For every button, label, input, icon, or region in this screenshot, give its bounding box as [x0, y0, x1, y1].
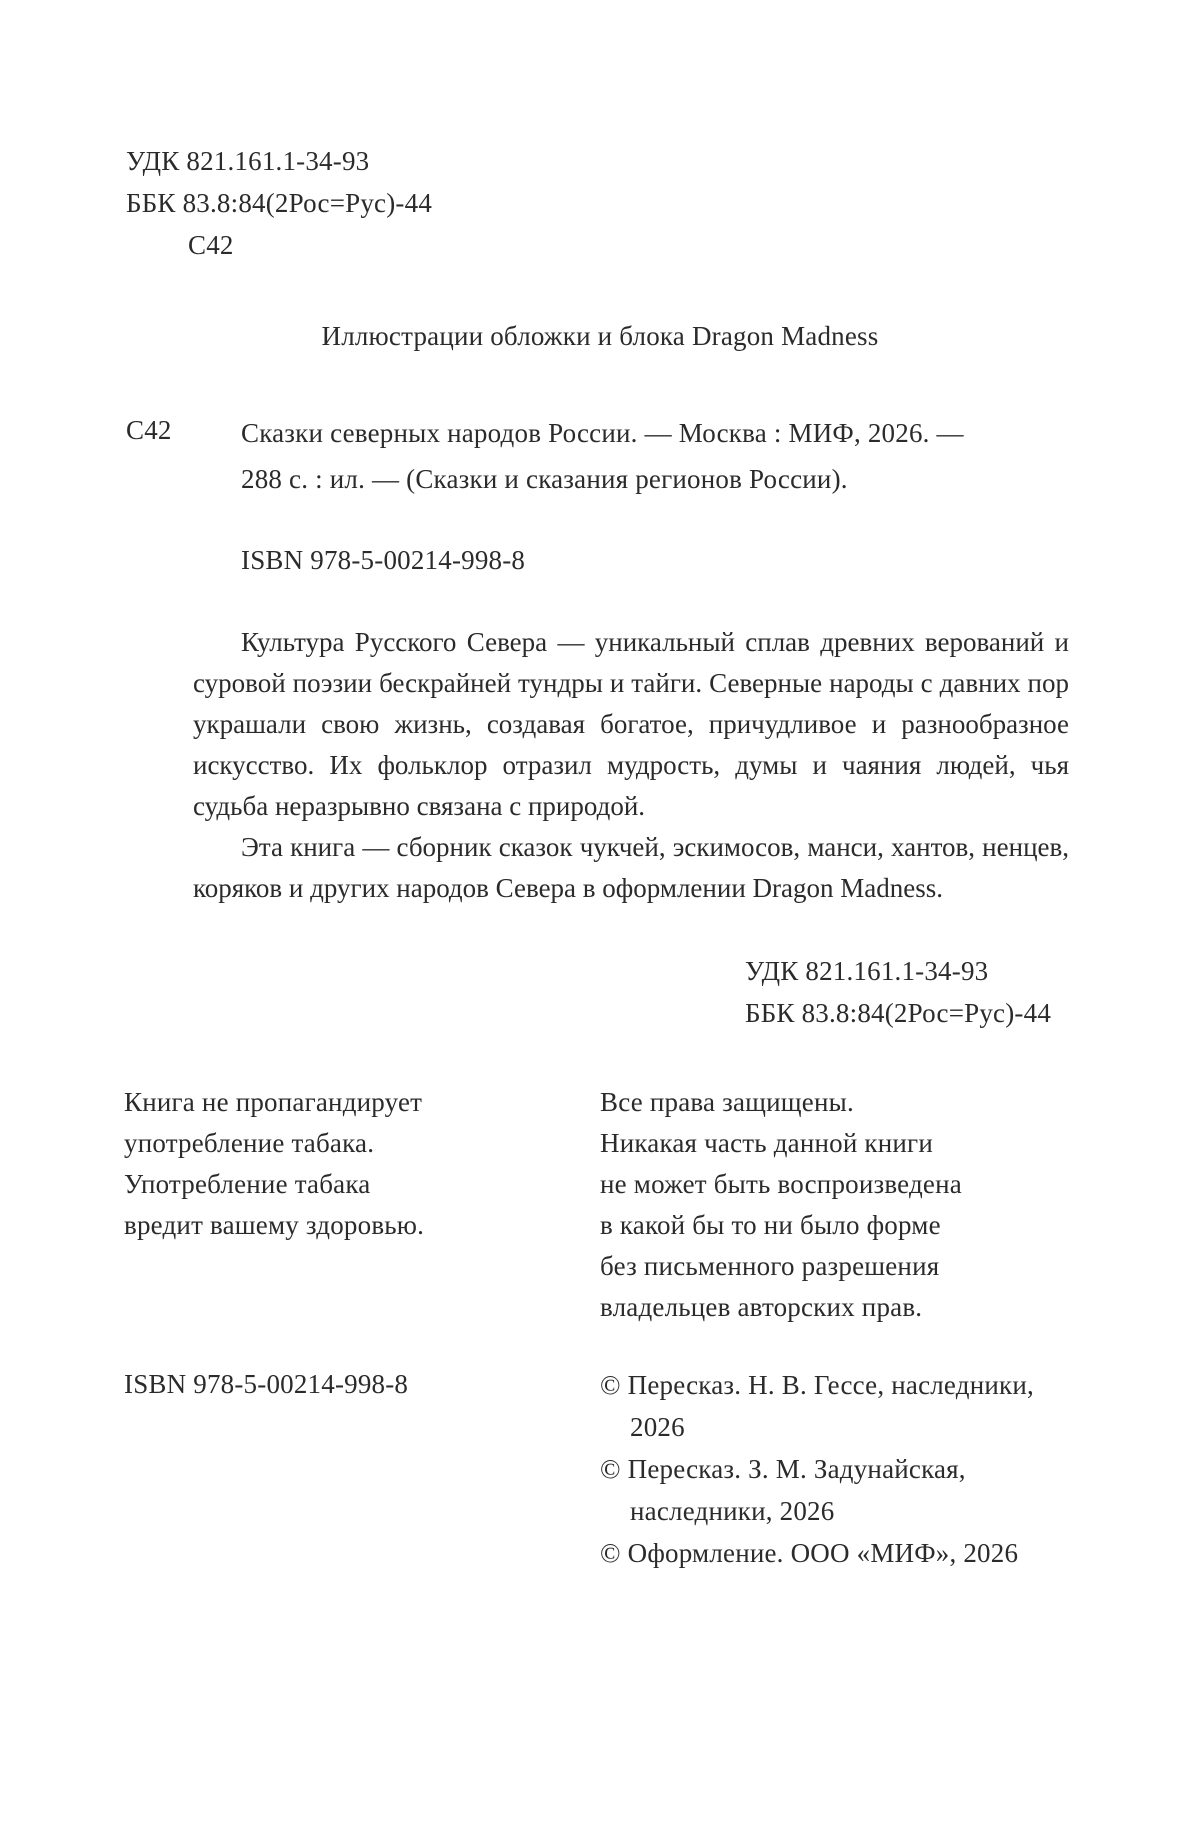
bbk-code-bottom: ББК 83.8:84(2Рос=Рус)-44: [745, 998, 1052, 1028]
bbk-code: ББК 83.8:84(2Рос=Рус)-44: [126, 188, 433, 218]
rights-line-4: в какой бы то ни было форме: [600, 1210, 941, 1240]
rights-line-1: Все права защищены.: [600, 1087, 854, 1117]
udk-code: УДК 821.161.1-34-93: [126, 146, 370, 176]
annotation-paragraph-2: Эта книга — сборник сказок чукчей, эскимосов, манси, хантов, ненцев, коряков и других народов Севера в оформлении Dragon Madness.: [193, 832, 1069, 903]
rights-line-3: не может быть воспроизведена: [600, 1169, 962, 1199]
warning-line-3: Употребление табака: [124, 1169, 371, 1199]
rights-line-5: без письменного разрешения: [600, 1251, 940, 1281]
rights-line-6: владельцев авторских прав.: [600, 1292, 923, 1322]
copyright-block: [600, 1364, 1034, 1574]
udk-code-bottom: УДК 821.161.1-34-93: [745, 956, 989, 986]
isbn-main: ISBN 978-5-00214-998-8: [241, 545, 526, 575]
tobacco-warning: [124, 1082, 424, 1246]
isbn-bottom: ISBN 978-5-00214-998-8: [124, 1369, 409, 1399]
annotation-paragraph-1: Культура Русского Севера — уникальный сплав древних верований и суровой поэзии бескрайней тундры и тайги. Северные народы с давних пор украшали свою жизнь, создавая богатое, причудливое и разнообразное искусство. Их фольклор отразил мудрость, думы и чаяния людей, чья судьба неразрывно связана с природой.: [193, 627, 1069, 821]
rights-notice: [600, 1082, 962, 1328]
illustrations-credit: Иллюстрации обложки и блока Dragon Madness: [321, 321, 879, 351]
warning-line-4: вредит вашему здоровью.: [124, 1210, 425, 1240]
biblio-line-1: Сказки северных народов России. — Москва : МИФ, 2026. —: [241, 418, 964, 448]
warning-line-1: Книга не пропагандирует: [124, 1087, 423, 1117]
copyright-3-line-1: © Оформление. ООО «МИФ», 2026: [600, 1538, 1019, 1568]
author-mark: С42: [188, 230, 234, 260]
biblio-author-mark: С42: [126, 415, 172, 445]
warning-line-2: употребление табака.: [124, 1128, 375, 1158]
classification-block-top: [126, 140, 432, 266]
annotation: [193, 622, 1069, 909]
classification-block-bottom: [745, 950, 1051, 1034]
copyright-2-line-1: © Пересказ. З. М. Задунайская,: [600, 1454, 966, 1484]
copyright-2-line-2: наследники, 2026: [630, 1496, 835, 1526]
rights-line-2: Никакая часть данной книги: [600, 1128, 933, 1158]
bibliographic-description: [241, 410, 964, 502]
copyright-1-line-2: 2026: [630, 1412, 685, 1442]
biblio-line-2: 288 с. : ил. — (Сказки и сказания регионов России).: [241, 464, 848, 494]
copyright-1-line-1: © Пересказ. Н. В. Гессе, наследники,: [600, 1370, 1034, 1400]
